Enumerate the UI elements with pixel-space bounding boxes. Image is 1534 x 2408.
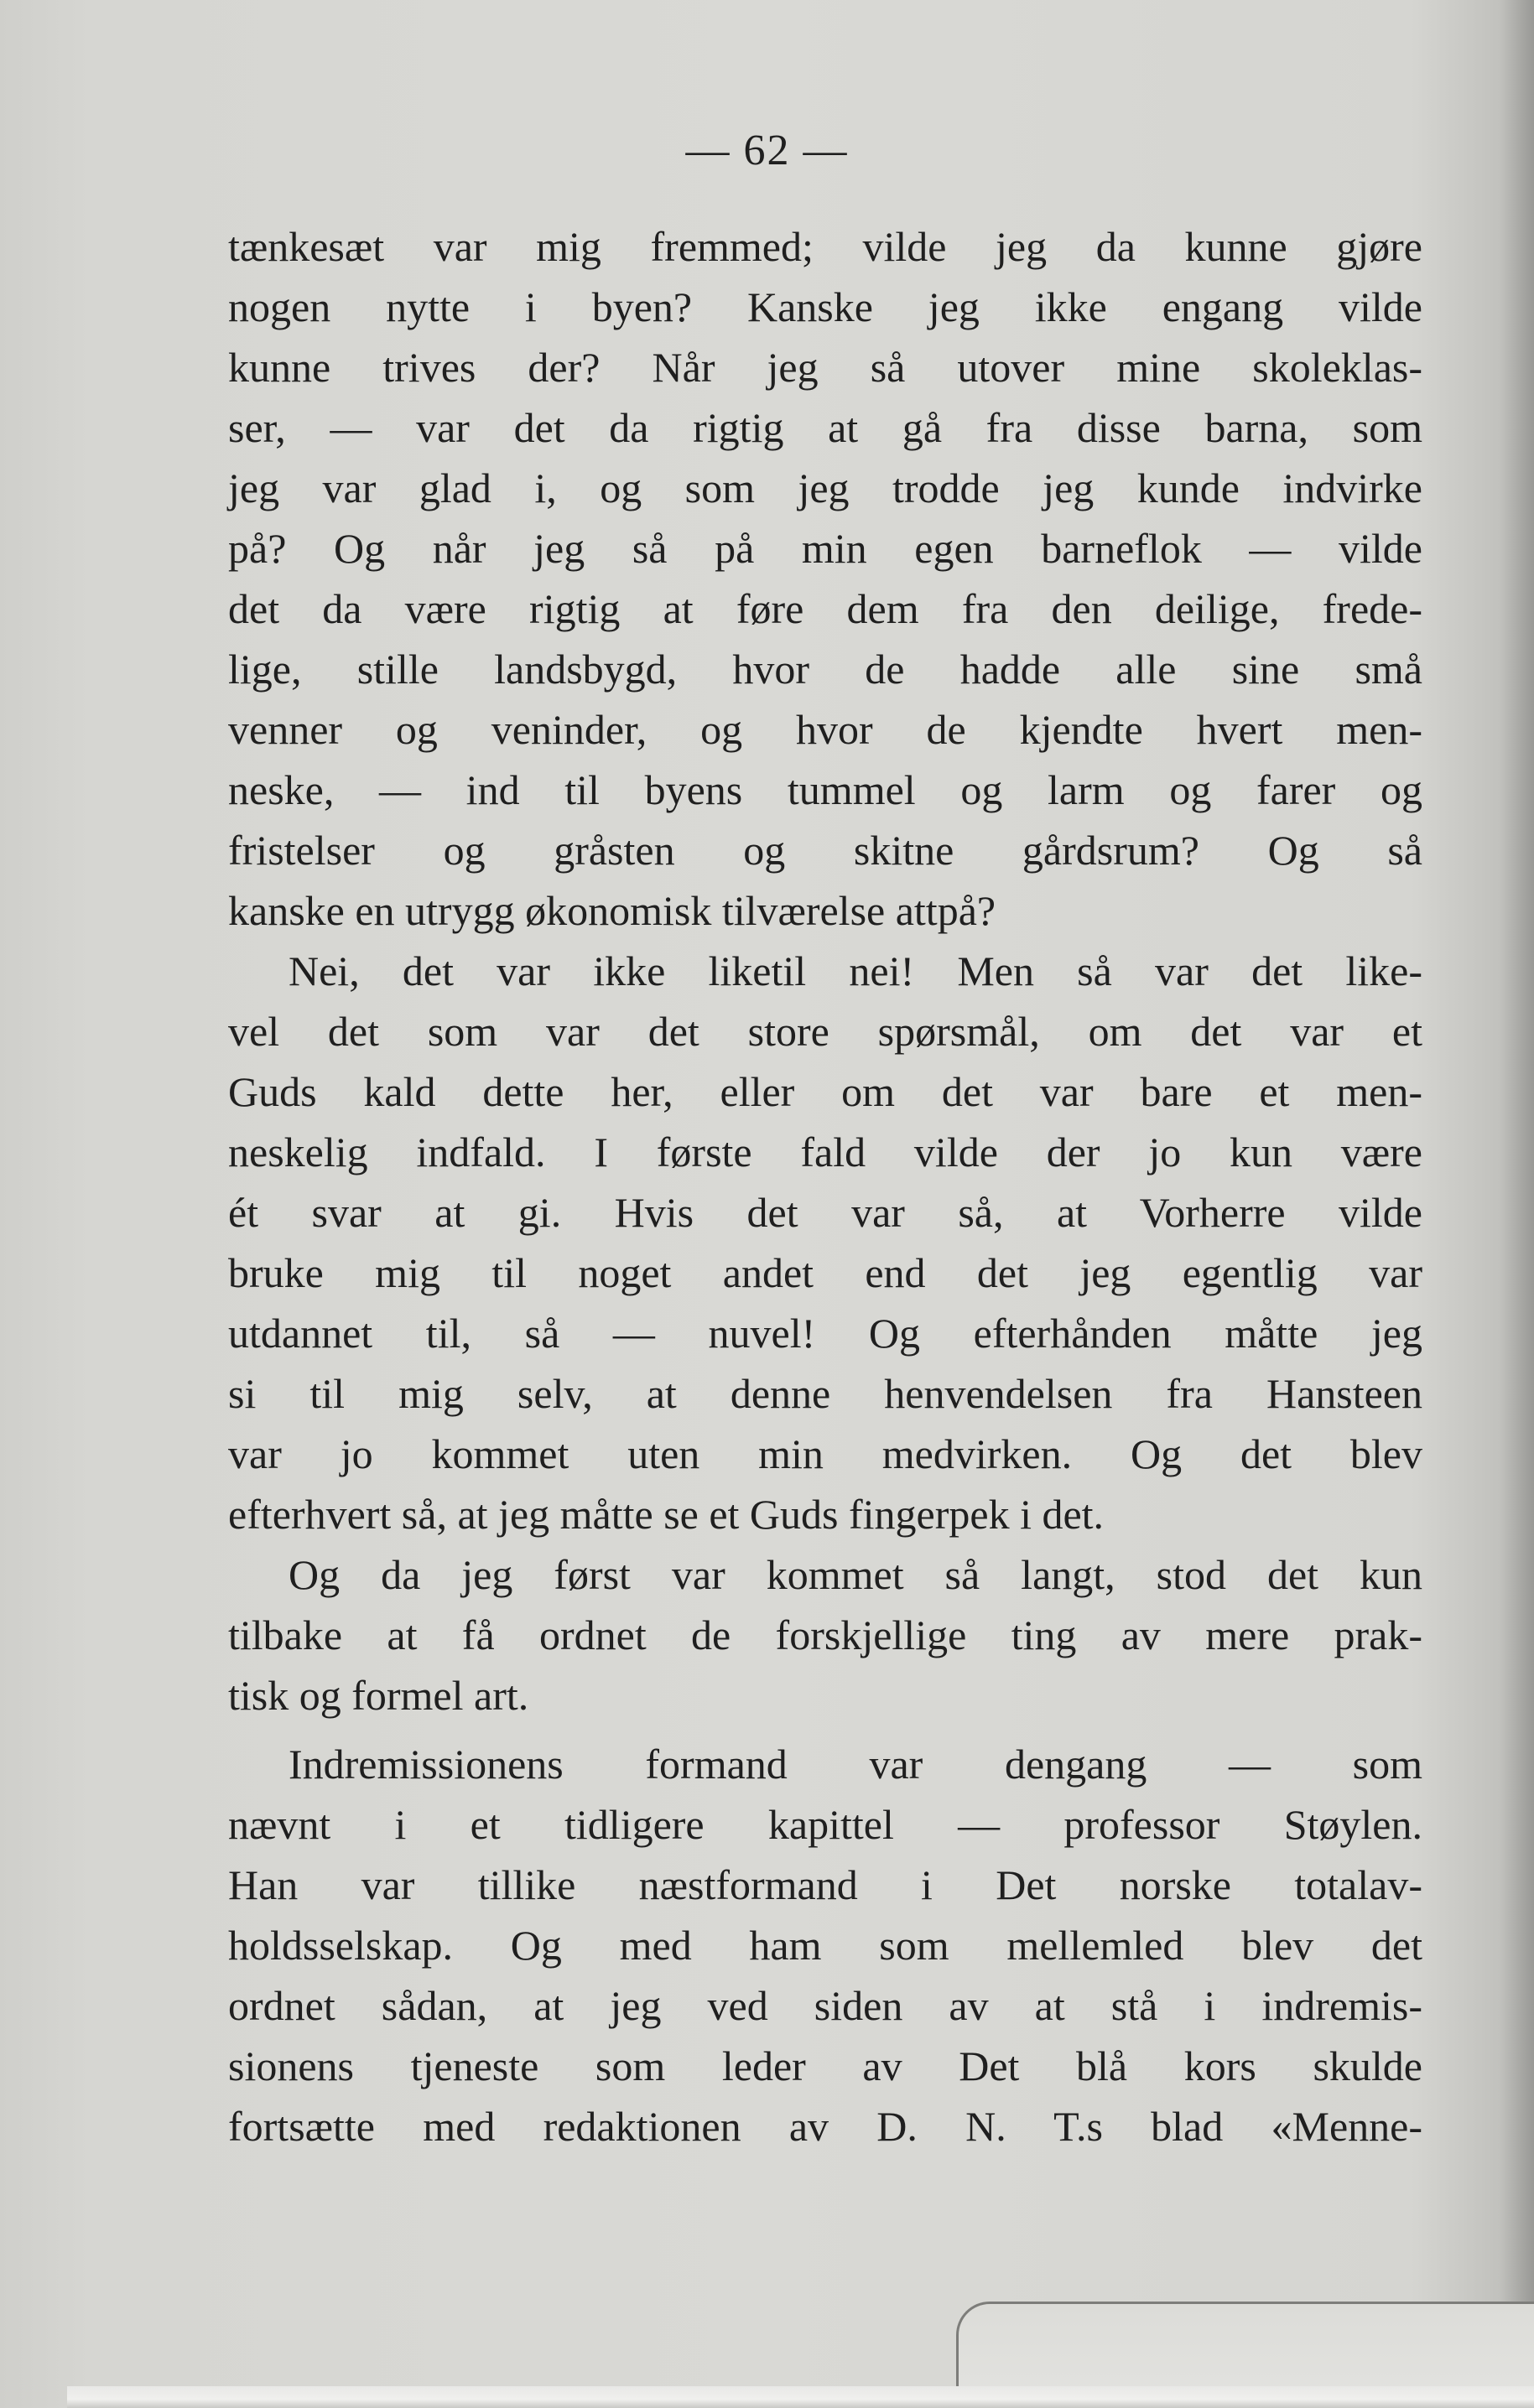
text-line: neske, — ind til byens tummel og larm og farer og bbox=[228, 766, 1422, 813]
body-text bbox=[228, 216, 1422, 2156]
text-line: holdsselskap. Og med ham som mellemled blev det bbox=[228, 1922, 1422, 1969]
text-line: Han var tillike næstformand i Det norske totalav- bbox=[228, 1861, 1422, 1908]
text-line: tænkesæt var mig fremmed; vilde jeg da kunne gjøre bbox=[228, 223, 1422, 270]
page-number: — 62 — bbox=[685, 127, 849, 174]
text-line: nogen nytte i byen? Kanske jeg ikke engang vilde bbox=[228, 283, 1422, 330]
text-line: si til mig selv, at denne henvendelsen fra Hansteen bbox=[228, 1370, 1422, 1417]
text-line: Og da jeg først var kommet så langt, stod det kun bbox=[289, 1551, 1422, 1598]
text-line: fortsætte med redaktionen av D. N. T.s blad «Menne- bbox=[228, 2103, 1422, 2150]
text-line: ét svar at gi. Hvis det var så, at Vorherre vilde bbox=[228, 1189, 1422, 1236]
text-line: nævnt i et tidligere kapittel — professor Støylen. bbox=[228, 1801, 1422, 1848]
text-line: kanske en utrygg økonomisk tilværelse attpå? bbox=[228, 887, 996, 934]
text-line: bruke mig til noget andet end det jeg egentlig var bbox=[228, 1249, 1422, 1296]
text-line: på? Og når jeg så på min egen barneflok — vilde bbox=[228, 525, 1422, 572]
text-line: vel det som var det store spørsmål, om det var et bbox=[228, 1008, 1422, 1055]
text-line: det da være rigtig at føre dem fra den deilige, frede- bbox=[228, 585, 1422, 632]
text-line: tisk og formel art. bbox=[228, 1672, 529, 1719]
text-line: lige, stille landsbygd, hvor de hadde alle sine små bbox=[228, 646, 1422, 693]
text-line: ser, — var det da rigtig at gå fra disse barna, som bbox=[228, 404, 1422, 451]
text-line: var jo kommet uten min medvirken. Og det blev bbox=[228, 1430, 1422, 1477]
text-line: jeg var glad i, og som jeg trodde jeg kunde indvirke bbox=[228, 464, 1422, 511]
text-line: fristelser og gråsten og skitne gårdsrum? Og så bbox=[228, 827, 1422, 874]
text-line: sionens tjeneste som leder av Det blå kors skulde bbox=[228, 2042, 1422, 2089]
text-line: Nei, det var ikke liketil nei! Men så var det like- bbox=[289, 947, 1422, 994]
text-line: Indremissionens formand var dengang — som bbox=[289, 1741, 1422, 1788]
text-line: utdannet til, så — nuvel! Og efterhånden måtte jeg bbox=[228, 1310, 1422, 1357]
page-edge-shadow bbox=[1500, 0, 1534, 2408]
text-line: neskelig indfald. I første fald vilde der jo kun være bbox=[228, 1129, 1422, 1175]
bottom-page-strip bbox=[67, 2386, 1534, 2408]
text-line: ordnet sådan, at jeg ved siden av at stå i indremis- bbox=[228, 1982, 1422, 2029]
paper-tab-edge bbox=[956, 2302, 1534, 2396]
text-line: efterhvert så, at jeg måtte se et Guds fingerpek i det. bbox=[228, 1491, 1105, 1538]
text-line: tilbake at få ordnet de forskjellige ting av mere prak- bbox=[228, 1611, 1422, 1658]
text-line: Guds kald dette her, eller om det var bare et men- bbox=[228, 1068, 1422, 1115]
text-line: kunne trives der? Når jeg så utover mine skoleklas- bbox=[228, 344, 1422, 391]
text-line: venner og veninder, og hvor de kjendte hvert men- bbox=[228, 706, 1422, 753]
